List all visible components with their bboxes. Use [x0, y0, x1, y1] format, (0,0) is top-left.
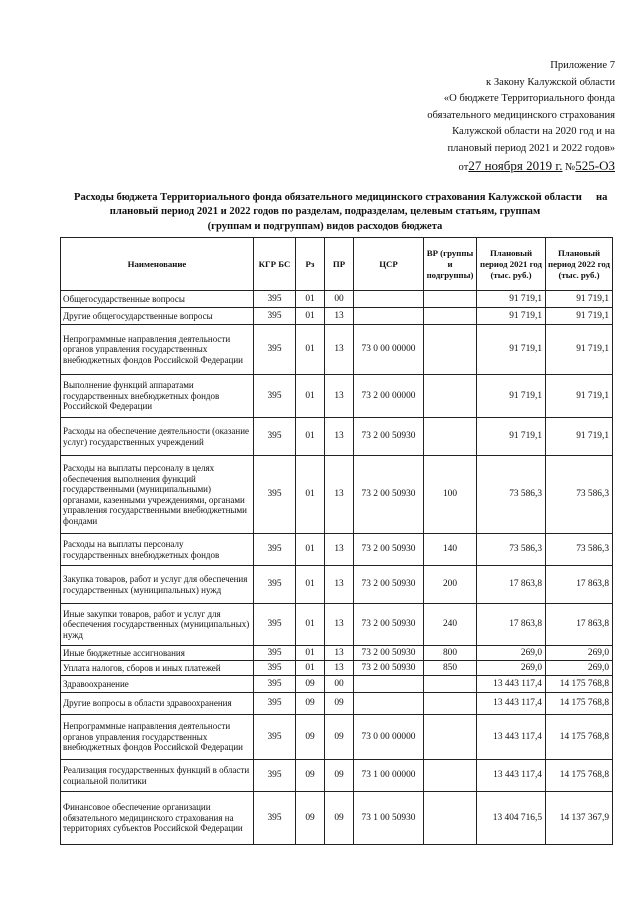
cell-pr: 13 [325, 534, 354, 566]
header-line: к Закону Калужской области [486, 76, 615, 88]
cell-vr [424, 693, 477, 715]
title-line-1-tail: на [596, 192, 608, 203]
cell-kgrbs: 395 [254, 566, 296, 604]
cell-csr [354, 693, 424, 715]
table-row [61, 693, 613, 715]
cell-name: Непрограммные направления деятельности органов управления государственных внебюджетных фондов Российской Федерации [61, 325, 254, 375]
cell-name: Выполнение функций аппаратами государственных внебюджетных фондов Российской Федерации [61, 375, 254, 418]
cell-pr: 00 [325, 676, 354, 693]
cell-pr: 13 [325, 418, 354, 456]
cell-plan-2022: 91 719,1 [546, 375, 613, 418]
cell-plan-2022: 17 863,8 [546, 566, 613, 604]
cell-pr: 00 [325, 291, 354, 308]
cell-plan-2022: 91 719,1 [546, 308, 613, 325]
cell-rz: 01 [296, 534, 325, 566]
cell-csr: 73 2 00 50930 [354, 456, 424, 534]
header-plan-2022: Плановый период 2022 год (тыс. руб.) [546, 238, 613, 291]
cell-plan-2021: 13 443 117,4 [477, 715, 546, 760]
cell-plan-2022: 269,0 [546, 661, 613, 676]
cell-plan-2021: 17 863,8 [477, 566, 546, 604]
cell-rz: 09 [296, 760, 325, 792]
cell-rz: 01 [296, 308, 325, 325]
cell-csr: 73 2 00 50930 [354, 661, 424, 676]
table-row [61, 418, 613, 456]
cell-kgrbs: 395 [254, 693, 296, 715]
cell-csr [354, 308, 424, 325]
cell-kgrbs: 395 [254, 291, 296, 308]
cell-csr: 73 0 00 00000 [354, 325, 424, 375]
cell-vr [424, 676, 477, 693]
header-line: обязательного медицинского страхования [427, 109, 615, 121]
cell-rz: 01 [296, 646, 325, 661]
table-row [61, 604, 613, 646]
cell-rz: 09 [296, 676, 325, 693]
cell-plan-2021: 17 863,8 [477, 604, 546, 646]
table-row [61, 792, 613, 845]
cell-plan-2021: 73 586,3 [477, 534, 546, 566]
cell-plan-2021: 91 719,1 [477, 291, 546, 308]
cell-name: Общегосударственные вопросы [61, 291, 254, 308]
cell-plan-2021: 269,0 [477, 661, 546, 676]
title-line-2: плановый период 2021 и 2022 годов по разделам, подразделам, целевым статьям, группам [109, 206, 541, 218]
cell-name: Другие вопросы в области здравоохранения [61, 693, 254, 715]
cell-kgrbs: 395 [254, 604, 296, 646]
cell-plan-2022: 91 719,1 [546, 325, 613, 375]
cell-plan-2022: 269,0 [546, 646, 613, 661]
header-line: плановый период 2021 и 2022 годов» [447, 142, 615, 154]
header-csr: ЦСР [354, 238, 424, 291]
cell-pr: 13 [325, 604, 354, 646]
cell-plan-2022: 14 175 768,8 [546, 715, 613, 760]
cell-plan-2021: 91 719,1 [477, 375, 546, 418]
cell-name: Здравоохранение [61, 676, 254, 693]
header-line: Приложение 7 [550, 60, 615, 71]
cell-plan-2022: 73 586,3 [546, 534, 613, 566]
header-pr: ПР [325, 238, 354, 291]
cell-vr [424, 308, 477, 325]
cell-pr: 13 [325, 566, 354, 604]
law-date: 27 ноября 2019 г. [468, 157, 563, 173]
budget-table [60, 237, 613, 845]
cell-kgrbs: 395 [254, 760, 296, 792]
table-row [61, 661, 613, 676]
date-prefix: от [458, 161, 469, 173]
cell-csr: 73 1 00 00000 [354, 760, 424, 792]
table-body [61, 291, 613, 845]
cell-plan-2022: 14 175 768,8 [546, 760, 613, 792]
table-header-row [61, 238, 613, 291]
cell-rz: 09 [296, 715, 325, 760]
cell-csr: 73 2 00 50930 [354, 566, 424, 604]
cell-kgrbs: 395 [254, 325, 296, 375]
cell-vr [424, 291, 477, 308]
cell-vr [424, 375, 477, 418]
cell-pr: 13 [325, 325, 354, 375]
cell-plan-2022: 91 719,1 [546, 291, 613, 308]
cell-csr: 73 2 00 50930 [354, 646, 424, 661]
cell-rz: 01 [296, 566, 325, 604]
cell-rz: 01 [296, 291, 325, 308]
cell-pr: 09 [325, 760, 354, 792]
cell-plan-2021: 91 719,1 [477, 418, 546, 456]
table-row [61, 566, 613, 604]
cell-kgrbs: 395 [254, 792, 296, 845]
table-row [61, 760, 613, 792]
header-plan-2021: Плановый период 2021 год (тыс. руб.) [477, 238, 546, 291]
cell-csr [354, 676, 424, 693]
cell-plan-2021: 91 719,1 [477, 308, 546, 325]
cell-rz: 01 [296, 661, 325, 676]
header-name: Наименование [61, 238, 254, 291]
cell-name: Расходы на выплаты персоналу государственных внебюджетных фондов [61, 534, 254, 566]
cell-rz: 01 [296, 604, 325, 646]
cell-vr [424, 418, 477, 456]
cell-csr: 73 2 00 50930 [354, 604, 424, 646]
table-row [61, 375, 613, 418]
cell-pr: 13 [325, 456, 354, 534]
header-rz: Рз [296, 238, 325, 291]
cell-kgrbs: 395 [254, 456, 296, 534]
cell-vr [424, 792, 477, 845]
header-line: Калужской области на 2020 год и на [452, 126, 615, 138]
cell-plan-2021: 13 443 117,4 [477, 676, 546, 693]
cell-vr: 200 [424, 566, 477, 604]
table-row [61, 456, 613, 534]
table-row [61, 534, 613, 566]
title-line-1 [60, 191, 620, 205]
cell-kgrbs: 395 [254, 308, 296, 325]
law-number: 525-ОЗ [575, 157, 615, 173]
cell-pr: 13 [325, 308, 354, 325]
cell-plan-2021: 269,0 [477, 646, 546, 661]
cell-vr: 800 [424, 646, 477, 661]
number-prefix: № [565, 161, 576, 173]
cell-plan-2021: 13 443 117,4 [477, 693, 546, 715]
cell-vr [424, 715, 477, 760]
cell-name: Финансовое обеспечение организации обязательного медицинского страхования на территориях субъектов Российской Федерации [61, 792, 254, 845]
cell-csr: 73 0 00 00000 [354, 715, 424, 760]
cell-name: Закупка товаров, работ и услуг для обеспечения государственных (муниципальных) нужд [61, 566, 254, 604]
cell-name: Другие общегосударственные вопросы [61, 308, 254, 325]
cell-csr: 73 2 00 50930 [354, 418, 424, 456]
cell-pr: 09 [325, 693, 354, 715]
appendix-header [300, 58, 615, 176]
cell-plan-2022: 14 175 768,8 [546, 676, 613, 693]
cell-csr: 73 1 00 50930 [354, 792, 424, 845]
table-row [61, 325, 613, 375]
cell-plan-2021: 13 404 716,5 [477, 792, 546, 845]
cell-csr: 73 2 00 50930 [354, 534, 424, 566]
cell-name: Иные закупки товаров, работ и услуг для обеспечения государственных (муниципальных) нужд [61, 604, 254, 646]
cell-pr: 13 [325, 646, 354, 661]
cell-kgrbs: 395 [254, 418, 296, 456]
cell-name: Иные бюджетные ассигнования [61, 646, 254, 661]
cell-pr: 09 [325, 715, 354, 760]
cell-kgrbs: 395 [254, 375, 296, 418]
table-row [61, 715, 613, 760]
cell-kgrbs: 395 [254, 646, 296, 661]
table-row [61, 646, 613, 661]
cell-plan-2021: 91 719,1 [477, 325, 546, 375]
header-kgrbs: КГР БС [254, 238, 296, 291]
cell-plan-2021: 73 586,3 [477, 456, 546, 534]
header-vr: ВР (группы и подгруппы) [424, 238, 477, 291]
cell-plan-2022: 91 719,1 [546, 418, 613, 456]
table-row [61, 291, 613, 308]
cell-plan-2022: 14 175 768,8 [546, 693, 613, 715]
cell-vr: 850 [424, 661, 477, 676]
cell-name: Уплата налогов, сборов и иных платежей [61, 661, 254, 676]
cell-name: Расходы на выплаты персоналу в целях обеспечения выполнения функций государственными (муниципальными) органами, казенными учреждениями, органами управления государственными внебюджетными фондами [61, 456, 254, 534]
cell-vr [424, 325, 477, 375]
cell-pr: 13 [325, 661, 354, 676]
cell-plan-2022: 73 586,3 [546, 456, 613, 534]
cell-pr: 13 [325, 375, 354, 418]
cell-rz: 09 [296, 792, 325, 845]
cell-pr: 09 [325, 792, 354, 845]
cell-vr: 140 [424, 534, 477, 566]
cell-csr: 73 2 00 00000 [354, 375, 424, 418]
law-date-line [300, 158, 615, 177]
cell-plan-2022: 14 137 367,9 [546, 792, 613, 845]
cell-plan-2022: 17 863,8 [546, 604, 613, 646]
cell-vr: 240 [424, 604, 477, 646]
cell-kgrbs: 395 [254, 534, 296, 566]
cell-rz: 01 [296, 456, 325, 534]
cell-rz: 01 [296, 375, 325, 418]
cell-name: Расходы на обеспечение деятельности (оказание услуг) государственных учреждений [61, 418, 254, 456]
cell-kgrbs: 395 [254, 661, 296, 676]
cell-rz: 01 [296, 325, 325, 375]
header-line: «О бюджете Территориального фонда [443, 93, 615, 105]
cell-rz: 09 [296, 693, 325, 715]
table-row [61, 676, 613, 693]
title-line-1-text: Расходы бюджета Территориального фонда обязательного медицинского страхования Калужской области [74, 192, 582, 203]
cell-name: Непрограммные направления деятельности органов управления государственных внебюджетных фондов Российской Федерации [61, 715, 254, 760]
cell-plan-2021: 13 443 117,4 [477, 760, 546, 792]
cell-rz: 01 [296, 418, 325, 456]
cell-kgrbs: 395 [254, 676, 296, 693]
document-title [60, 191, 620, 234]
title-line-3: (группам и подгруппам) видов расходов бюджета [207, 220, 443, 232]
cell-vr [424, 760, 477, 792]
cell-vr: 100 [424, 456, 477, 534]
cell-name: Реализация государственных функций в области социальной политики [61, 760, 254, 792]
cell-csr [354, 291, 424, 308]
table-row [61, 308, 613, 325]
cell-kgrbs: 395 [254, 715, 296, 760]
